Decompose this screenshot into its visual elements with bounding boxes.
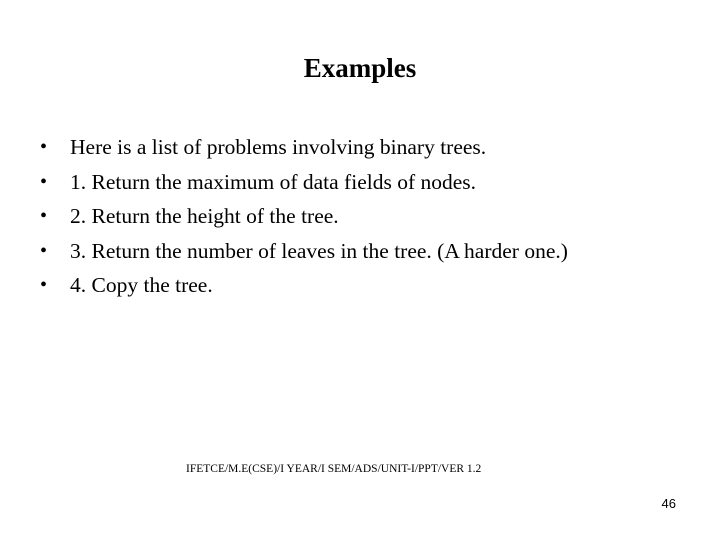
bullet-icon: • [40, 170, 48, 193]
bullet-icon: • [40, 274, 48, 296]
slide-title: Examples [303, 53, 417, 83]
bullet-icon: • [40, 239, 48, 262]
page-number: 46 [661, 496, 676, 511]
bullet-icon: • [40, 205, 48, 227]
bullet-text: 1. Return the maximum of data fields of nodes. [70, 169, 477, 194]
bullet-text: 3. Return the number of leaves in the tree. (A harder one.) [70, 238, 568, 263]
bullet-text: 4. Copy the tree. [70, 273, 213, 297]
bullet-text: Here is a list of problems involving binary trees. [70, 135, 487, 159]
bullet-text: 2. Return the height of the tree. [70, 204, 339, 228]
slide-footer: IFETCE/M.E(CSE)/I YEAR/I SEM/ADS/UNIT-I/PPT/VER 1.2 [186, 463, 482, 475]
bullet-icon: • [40, 136, 48, 158]
